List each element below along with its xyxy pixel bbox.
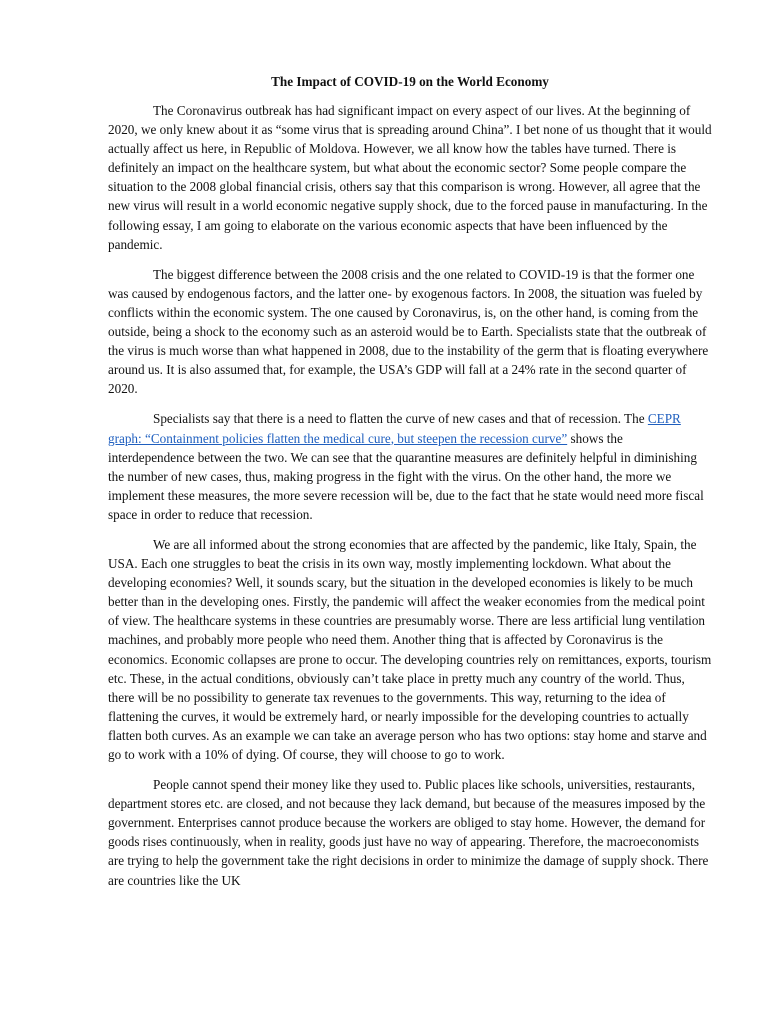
- paragraph-flatten-curve: [108, 409, 712, 524]
- paragraph-supply-shock: People cannot spend their money like they used to. Public places like schools, universities, restaurants, department stores etc. are closed, and not because they lack demand, but because of the measures imposed by the government. Enterprises cannot produce because the workers are obliged to stay home. However, the demand for goods rises continuously, when in reality, goods just have no way of appearing. Therefore, the macroeconomists are trying to help the government take the right decisions in order to minimize the damage of supply shock. There are countries like the UK: [108, 777, 709, 888]
- document-title: The Impact of COVID-19 on the World Economy: [271, 74, 549, 89]
- paragraph-flatten-curve-end: shows the interdependence between the two. We can see that the quarantine measures are definitely helpful in diminishing the number of new cases, thus, making progress in the fight with the virus. On the other hand, the more we implement these measures, the more severe recession will be, due to the fact that he state would need more fiscal space in order to reduce that recession.: [108, 430, 704, 522]
- paragraph-flatten-curve-start: Specialists say that there is a need to flatten the curve of new cases and that of recession. The: [153, 411, 648, 427]
- paragraph-crisis-comparison: The biggest difference between the 2008 crisis and the one related to COVID-19 is that the former one was caused by endogenous factors, and the latter one- by exogenous factors. In 2008, the situation was fueled by conflicts within the economic system. The one caused by Coronavirus, is, on the other hand, is coming from the outside, being a shock to the economy such as an asteroid would be to Earth. Specialists state that the outbreak of the virus is much worse than what happened in 2008, due to the instability of the germ that is floating everywhere around us. It is also assumed that, for example, the USA’s GDP will fall at a 24% rate in the second quarter of 2020.: [108, 266, 709, 397]
- paragraph-developing-economies: We are all informed about the strong economies that are affected by the pandemic, like Italy, Spain, the USA. Each one struggles to beat the crisis in its own way, mostly implementing lockdown. What about the developing economies? Well, it sounds scary, but the situation in the developed economies is likely to be much better than in the developing ones. Firstly, the pandemic will affect the weaker economies from the medical point of view. The healthcare systems in these countries are presumably worse. There are less artificial lung ventilation machines, and probably more people who need them. Another thing that is affected by Coronavirus is the economics. Economic collapses are prone to occur. The developing countries rely on remittances, exports, tourism etc. These, in the actual conditions, obviously can’t take place in pretty much any country of the world. Thus, there will be no possibility to generate tax revenues to the governments. This way, returning to the idea of flattening the curves, it would be extremely hard, or nearly impossible for the developing countries to actually flatten both curves. As an example we can take an average person who has two options: stay home and starve and go to work with a 10% of dying. Of course, they will choose to go to work.: [108, 536, 712, 762]
- cepr-graph-link[interactable]: CEPR graph: “Containment policies flatten the medical cure, but steepen the recession curve”: [108, 411, 681, 446]
- paragraph-intro: The Coronavirus outbreak has had significant impact on every aspect of our lives. At the beginning of 2020, we only knew about it as “some virus that is spreading around China”. I bet none of us thought that it would actually affect us here, in Republic of Moldova. However, we all know how the tables have turned. There is definitely an impact on the healthcare system, but what about the economic sector? Some people compare the situation to the 2008 global financial crisis, others say that this comparison is wrong. However, all agree that the new virus will result in a world economic negative supply shock, due to the forced pause in manufacturing. In the following essay, I am going to elaborate on the various economic aspects that have been influenced by the pandemic.: [108, 103, 712, 252]
- document-body: [108, 72, 712, 901]
